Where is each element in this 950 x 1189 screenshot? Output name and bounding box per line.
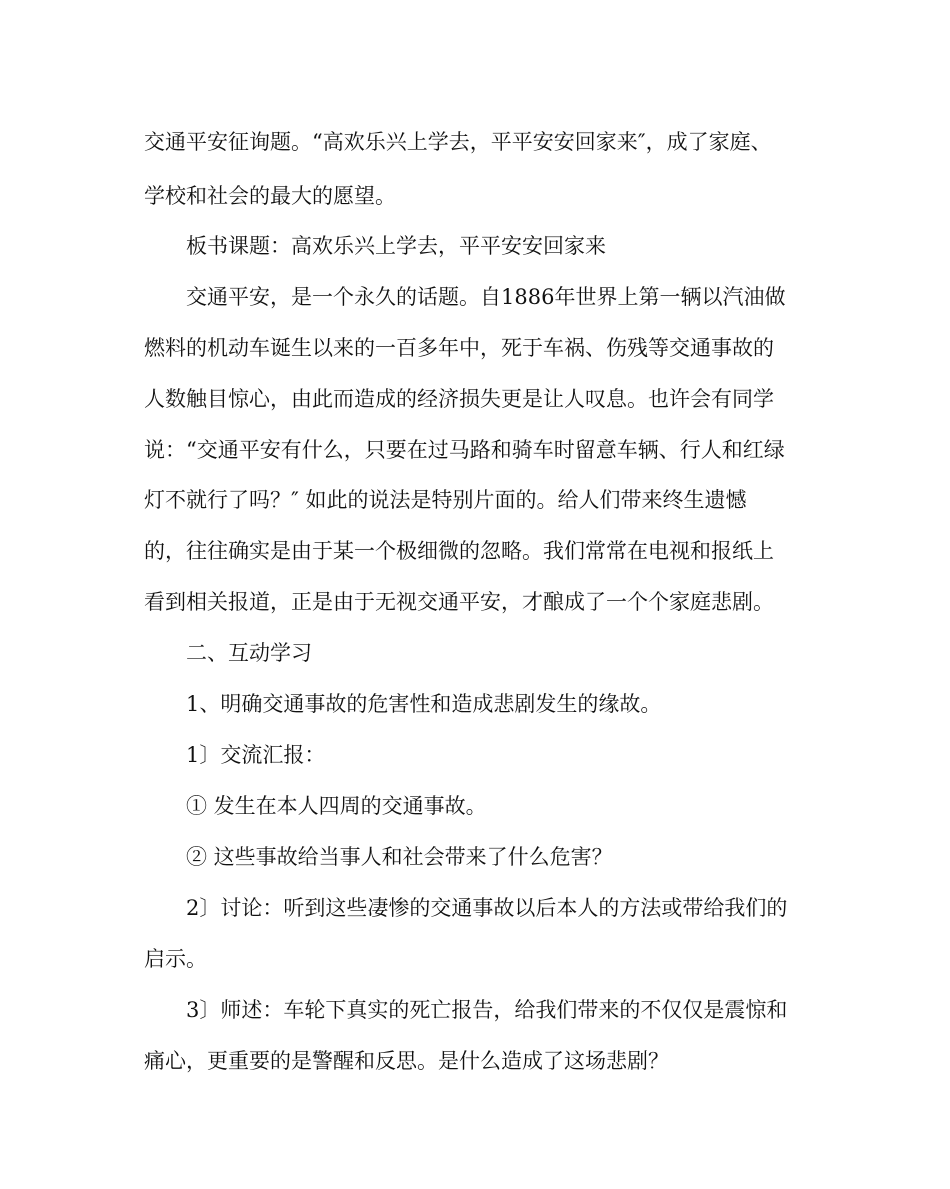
paragraph-line: 人数触目惊心，由此而造成的经济损失更是让人叹息。也许会有同学 [144, 387, 774, 411]
section-heading: 二、互动学习 [186, 641, 312, 665]
list-item: ② 这些事故给当事人和社会带来了什么危害？ [186, 845, 613, 869]
board-title-line: 板书课题：高欢乐兴上学去，平平安安回家来 [186, 234, 606, 258]
paragraph-line: 灯不就行了吗？″ 如此的说法是特别片面的。给人们带来终生遗憾 [144, 488, 747, 512]
paragraph-line: 启示。 [144, 947, 207, 971]
paragraph-line: 说：“交通平安有什么，只要在过马路和骑车时留意车辆、行人和红绿 [144, 438, 785, 462]
list-item: 1、明确交通事故的危害性和造成悲剧发生的缘故。 [186, 692, 662, 716]
paragraph-line: 交通平安，是一个永久的话题。自1886年世界上第一辆以汽油做 [186, 285, 786, 309]
list-item: 2〕讨论：听到这些凄惨的交通事故以后本人的方法或带给我们的 [186, 896, 788, 920]
paragraph-line: 燃料的机动车诞生以来的一百多年中，死于车祸、伤残等交通事故的 [144, 336, 774, 360]
paragraph-line: 看到相关报道，正是由于无视交通平安，才酿成了一个个家庭悲剧。 [144, 590, 774, 614]
list-item: ① 发生在本人四周的交通事故。 [186, 794, 487, 818]
paragraph-line: 学校和社会的最大的愿望。 [144, 184, 396, 208]
paragraph-line: 交通平安征询题。“高欢乐兴上学去，平平安安回家来″，成了家庭、 [144, 130, 772, 154]
paragraph-line: 的，往往确实是由于某一个极细微的忽略。我们常常在电视和报纸上 [144, 539, 774, 563]
list-item: 3〕师述：车轮下真实的死亡报告，给我们带来的不仅仅是震惊和 [186, 998, 788, 1022]
paragraph-line: 痛心，更重要的是警醒和反思。是什么造成了这场悲剧？ [144, 1049, 669, 1073]
list-item: 1〕交流汇报： [186, 743, 326, 767]
